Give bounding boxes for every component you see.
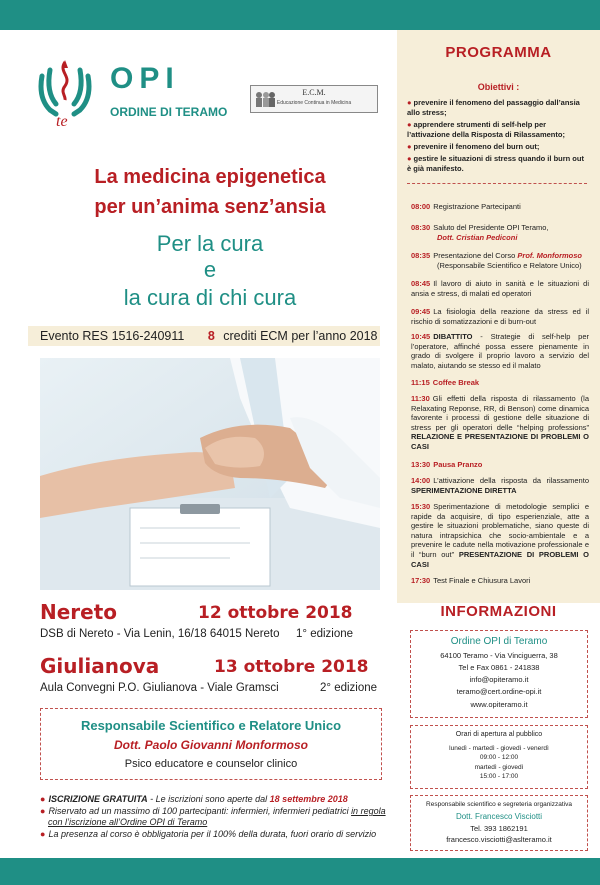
obiettivo-3-text: prevenire il fenomeno del burn out; — [413, 142, 540, 151]
agenda-item-cont — [437, 233, 600, 243]
obiettivo-4 — [407, 154, 587, 174]
agenda-time: 10:45 — [411, 332, 431, 341]
ordine-website[interactable]: www.opiteramo.it — [470, 700, 528, 709]
agenda-time: 08:00 — [411, 202, 431, 211]
agenda-time: 13:30 — [411, 460, 431, 469]
agenda-text: Registrazione Partecipanti — [433, 202, 521, 211]
agenda-item — [411, 502, 589, 569]
bullet-icon: ● — [407, 120, 412, 129]
obiettivo-1-text: prevenire il fenomeno del passaggio dall’ansia allo stress; — [407, 98, 580, 117]
note-1-text: - Le iscrizioni sono aperte dal — [147, 794, 270, 804]
orari-box — [410, 725, 588, 789]
org-full-title: ORDINE DI TERAMO — [110, 105, 228, 119]
agenda-time: 08:45 — [411, 279, 431, 288]
segreteria-box — [410, 795, 588, 851]
ecm-logo — [250, 85, 378, 113]
evento-credits-text: crediti ECM per l’anno 2018 — [223, 329, 378, 343]
ordine-email[interactable]: info@opiteramo.it — [469, 675, 529, 684]
note-3-text: La presenza al corso è obbligatoria per il 100% della durata, fuori orario di servizio — [48, 829, 377, 839]
note-iscrizione — [40, 794, 392, 805]
agenda-item — [411, 279, 589, 298]
agenda-label: DIBATTITO — [433, 332, 473, 341]
obiettivo-1 — [407, 98, 587, 118]
programma-panel — [397, 30, 600, 603]
agenda-item — [411, 223, 589, 233]
responsabile-box — [40, 708, 382, 780]
agenda-text: Gli effetti della risposta di rilassamento (la Relaxating Reponse, RR, di Benson) come dinamica favorente i processi di gestione delle situazione di stress per gli operatori delle “helping professions” — [411, 394, 589, 432]
edition-2-date: 13 ottobre 2018 — [214, 657, 369, 677]
informazioni-heading: INFORMAZIONI — [440, 603, 557, 620]
obiettivo-2 — [407, 120, 587, 140]
agenda-time: 08:30 — [411, 223, 431, 232]
opi-logo-icon — [36, 58, 94, 130]
orari-days-1: lunedì - martedì - giovedì - venerdì — [449, 745, 549, 752]
note-partecipanti-cont — [48, 817, 400, 828]
ordine-pec[interactable]: teramo@cert.ordine-opi.it — [456, 687, 542, 696]
bullet-icon: ● — [40, 829, 46, 839]
responsabile-heading: Responsabile Scientifico e Relatore Unico — [80, 718, 342, 733]
segreteria-title: Responsabile scientifico e segreteria organizzativa — [426, 801, 572, 808]
edition-1-city: Nereto — [40, 600, 118, 624]
agenda-text: Presentazione del Corso — [433, 251, 518, 260]
agenda-text: Pausa Pranzo — [433, 460, 483, 469]
edition-2-number: 2° edizione — [320, 682, 378, 694]
obiettivo-4-text: gestire le situazioni di stress quando il burn out è già manifesto. — [407, 154, 584, 173]
edition-2-city: Giulianova — [40, 654, 160, 678]
agenda-text: Test Finale e Chiusura Lavori — [433, 576, 531, 585]
agenda-item-cont — [437, 261, 589, 271]
note-2-underlined: in regola — [351, 806, 386, 816]
agenda-speaker: Dott. Cristian Pediconi — [437, 233, 518, 242]
agenda-text: La fisiologia della reazione da stress ed il rischio di somatizzazioni e di burn-out — [411, 307, 589, 326]
agenda-item — [411, 332, 589, 370]
agenda-time: 11:15 — [411, 378, 430, 387]
agenda-speaker: Prof. Monformoso — [517, 251, 582, 260]
org-short-title: OPI — [110, 62, 180, 95]
bullet-icon: ● — [407, 154, 412, 163]
agenda-label: RELAZIONE E PRESENTAZIONE DI PROBLEMI O CASI — [411, 432, 589, 451]
agenda-text: Il lavoro di aiuto in sanità e le situazioni di ansia e stress, di malati ed operatori — [411, 279, 589, 298]
title-line-1: La medicina epigenetica — [94, 166, 326, 188]
evento-banner — [28, 326, 380, 346]
note-presenza — [40, 829, 392, 840]
edition-1-number: 1° edizione — [296, 628, 354, 640]
ordine-phone: Tel e Fax 0861 - 241838 — [458, 663, 540, 672]
edition-2-place: Aula Convegni P.O. Giulianova - Viale Gramsci — [40, 682, 279, 694]
agenda-item — [411, 394, 589, 452]
orari-hours-1: 09:00 - 12:00 — [479, 754, 519, 761]
agenda-item — [411, 460, 589, 470]
bullet-icon: ● — [40, 806, 46, 816]
svg-text:te: te — [56, 113, 68, 130]
bullet-icon: ● — [407, 142, 412, 151]
segreteria-name: Dott. Francesco Visciotti — [455, 812, 543, 821]
agenda-time: 15:30 — [411, 502, 431, 511]
edition-1-date: 12 ottobre 2018 — [198, 603, 353, 623]
ordine-title: Ordine OPI di Teramo — [450, 636, 548, 647]
hands-photo — [40, 358, 380, 590]
agenda-item — [411, 202, 589, 212]
ecm-title: E.C.M. — [302, 88, 326, 97]
agenda-item — [411, 576, 589, 586]
bullet-icon: ● — [407, 98, 412, 107]
agenda-label: SPERIMENTAZIONE DIRETTA — [411, 485, 517, 495]
agenda-item — [411, 378, 589, 388]
note-1-date: 18 settembre 2018 — [269, 794, 348, 804]
title-line-2: per un’anima senz’ansia — [94, 196, 326, 218]
ordine-contacts-box — [410, 630, 588, 718]
orari-hours-2: 15:00 - 17:00 — [479, 773, 519, 780]
obiettivi-heading: Obiettivi : — [477, 82, 520, 92]
responsabile-name: Dott. Paolo Giovanni Monformoso — [114, 738, 308, 752]
agenda-item — [411, 251, 589, 261]
agenda-text: L’attivazione della risposta da rilassamento — [433, 476, 589, 485]
agenda-text: (Responsabile Scientifico e Relatore Unico) — [437, 261, 582, 270]
agenda-item — [411, 307, 589, 326]
edition-1-place: DSB di Nereto - Via Lenin, 16/18 64015 Nereto — [40, 628, 280, 640]
top-band — [0, 0, 600, 30]
obiettivo-2-text: apprendere strumenti di self-help per l’attivazione della Risposta di Rilassamento; — [407, 120, 565, 139]
ecm-subtitle: Educazione Continua in Medicina — [276, 100, 352, 106]
agenda-item — [411, 476, 589, 495]
divider — [407, 183, 587, 184]
subtitle-line-3: la cura di chi cura — [123, 285, 297, 310]
evento-credits: 8 — [207, 329, 215, 343]
agenda-text: Sperimentazione di metodologie semplici e rapide da acquisire, di tipo esperienziale, atte a gestire le situazioni problematiche, siano queste di natura intrapsichica che socio-ambientale e a prevenire le cadute nella motivazione professionale e il “burn out” — [411, 502, 589, 559]
ordine-address: 64100 Teramo - Via Vinciguerra, 38 — [440, 651, 558, 660]
segreteria-phone: Tel. 393 1862191 — [470, 824, 528, 833]
obiettivo-3 — [407, 142, 587, 152]
agenda-time: 08:35 — [411, 251, 431, 260]
note-1-bold: ISCRIZIONE GRATUITA — [48, 794, 148, 804]
agenda-time: 09:45 — [411, 307, 431, 316]
bottom-band — [0, 858, 600, 885]
evento-label: Evento RES 1516-240911 — [40, 329, 185, 343]
agenda-time: 11:30 — [411, 394, 430, 403]
programma-heading: PROGRAMMA — [445, 44, 552, 61]
bullet-icon: ● — [40, 794, 46, 804]
subtitle-line-1: Per la cura — [156, 231, 264, 256]
note-partecipanti — [40, 806, 392, 817]
agenda-time: 17:30 — [411, 576, 431, 585]
orari-title: Orari di apertura al pubblico — [455, 731, 543, 738]
note-2-cont: con l’iscrizione all’Ordine OPI di Teramo — [48, 817, 208, 827]
agenda-label: PRESENTAZIONE DI PROBLEMI O CASI — [411, 549, 589, 569]
agenda-time: 14:00 — [411, 476, 431, 485]
subtitle-line-2: e — [203, 257, 217, 282]
note-2-text: Riservato ad un massimo di 100 partecipanti: infermieri, infermieri pediatrici — [48, 806, 352, 816]
responsabile-role: Psico educatore e counselor clinico — [124, 758, 298, 770]
agenda-text: Coffee Break — [432, 378, 480, 387]
orari-days-2: martedì - giovedì — [474, 764, 524, 771]
agenda-text: - Strategie di self-help per l’operatore, affinché possa essere pienamente in grado di svolgere il proprio lavoro a servizio del malato, aiutando se stesso ed il malato — [411, 332, 589, 370]
agenda-text: Saluto del Presidente OPI Teramo, — [433, 223, 549, 232]
segreteria-email[interactable]: francesco.visciotti@aslteramo.it — [446, 835, 552, 844]
